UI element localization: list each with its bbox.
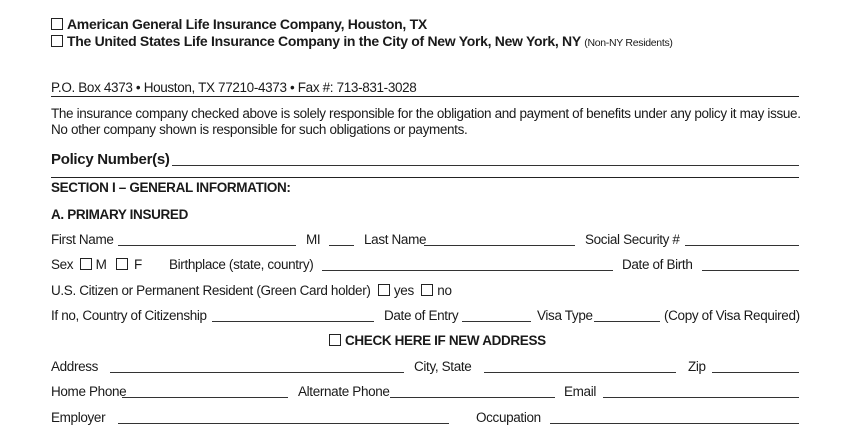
first-name-label: First Name: [51, 232, 114, 247]
birthplace-field[interactable]: [322, 270, 613, 271]
company-agl-checkbox[interactable]: [51, 18, 63, 30]
citizen-no-checkbox[interactable]: [421, 284, 433, 296]
disclaimer-line-1: The insurance company checked above is solely responsible for the obligation and payment of benefits under any policy it may issue.: [51, 106, 801, 121]
email-field[interactable]: [603, 397, 799, 398]
company-option-usl: [51, 33, 673, 51]
sex-f-checkbox[interactable]: [116, 258, 128, 270]
alt-phone-field[interactable]: [390, 397, 555, 398]
sex-m-label: M: [95, 257, 107, 272]
city-state-field[interactable]: [484, 372, 676, 373]
company-usl-checkbox[interactable]: [51, 35, 63, 47]
city-state-label: City, State: [414, 359, 472, 374]
new-address-row: [329, 333, 546, 349]
mi-label: MI: [306, 232, 321, 247]
country-citizenship-label: If no, Country of Citizenship: [51, 308, 207, 323]
dob-field[interactable]: [702, 270, 799, 271]
birthplace-label: Birthplace (state, country): [169, 257, 314, 272]
visa-type-label: Visa Type: [537, 308, 593, 323]
company-usl-label: The United States Life Insurance Company in the City of New York, New York, NY: [67, 33, 581, 49]
zip-field[interactable]: [712, 372, 799, 373]
ssn-label: Social Security #: [585, 232, 680, 247]
country-citizenship-field[interactable]: [212, 321, 374, 322]
sex-row: [51, 257, 142, 273]
visa-type-field[interactable]: [594, 321, 660, 322]
divider: [51, 177, 799, 178]
citizen-no-label: no: [437, 283, 452, 298]
company-agl-label: American General Life Insurance Company, Houston, TX: [67, 16, 427, 32]
employer-field[interactable]: [118, 423, 449, 424]
address-field[interactable]: [110, 372, 404, 373]
first-name-field[interactable]: [118, 245, 296, 246]
sex-f-label: F: [133, 257, 142, 272]
dob-label: Date of Birth: [622, 257, 693, 272]
mailing-address-line: P.O. Box 4373 • Houston, TX 77210-4373 • Fax #: 713-831-3028: [51, 80, 417, 95]
policy-number-field[interactable]: [172, 165, 799, 166]
section-title: SECTION I – GENERAL INFORMATION:: [51, 180, 291, 195]
employer-label: Employer: [51, 410, 106, 425]
date-of-entry-label: Date of Entry: [384, 308, 459, 323]
mi-field[interactable]: [329, 245, 354, 246]
sex-m-checkbox[interactable]: [80, 258, 92, 270]
occupation-label: Occupation: [476, 410, 541, 425]
occupation-field[interactable]: [550, 423, 799, 424]
email-label: Email: [564, 384, 597, 399]
ssn-field[interactable]: [685, 245, 799, 246]
address-label: Address: [51, 359, 99, 374]
new-address-checkbox[interactable]: [329, 334, 341, 346]
citizen-yes-label: yes: [393, 283, 414, 298]
last-name-field[interactable]: [424, 245, 575, 246]
last-name-label: Last Name: [364, 232, 427, 247]
date-of-entry-field[interactable]: [462, 321, 531, 322]
visa-note: (Copy of Visa Required): [664, 308, 800, 323]
home-phone-field[interactable]: [122, 397, 288, 398]
sex-label: Sex: [51, 257, 74, 272]
subsection-title: A. PRIMARY INSURED: [51, 207, 188, 222]
disclaimer-line-2: No other company shown is responsible for such obligations or payments.: [51, 122, 468, 137]
citizen-yes-checkbox[interactable]: [378, 284, 390, 296]
citizen-row: [51, 283, 452, 299]
company-usl-note: (Non-NY Residents): [584, 37, 673, 49]
citizen-label: U.S. Citizen or Permanent Resident (Green Card holder): [51, 283, 371, 298]
company-option-agl: [51, 16, 427, 32]
zip-label: Zip: [688, 359, 706, 374]
alt-phone-label: Alternate Phone: [298, 384, 390, 399]
policy-number-label: Policy Number(s): [51, 151, 170, 168]
new-address-label: CHECK HERE IF NEW ADDRESS: [345, 333, 546, 348]
divider: [51, 96, 799, 97]
home-phone-label: Home Phone: [51, 384, 127, 399]
